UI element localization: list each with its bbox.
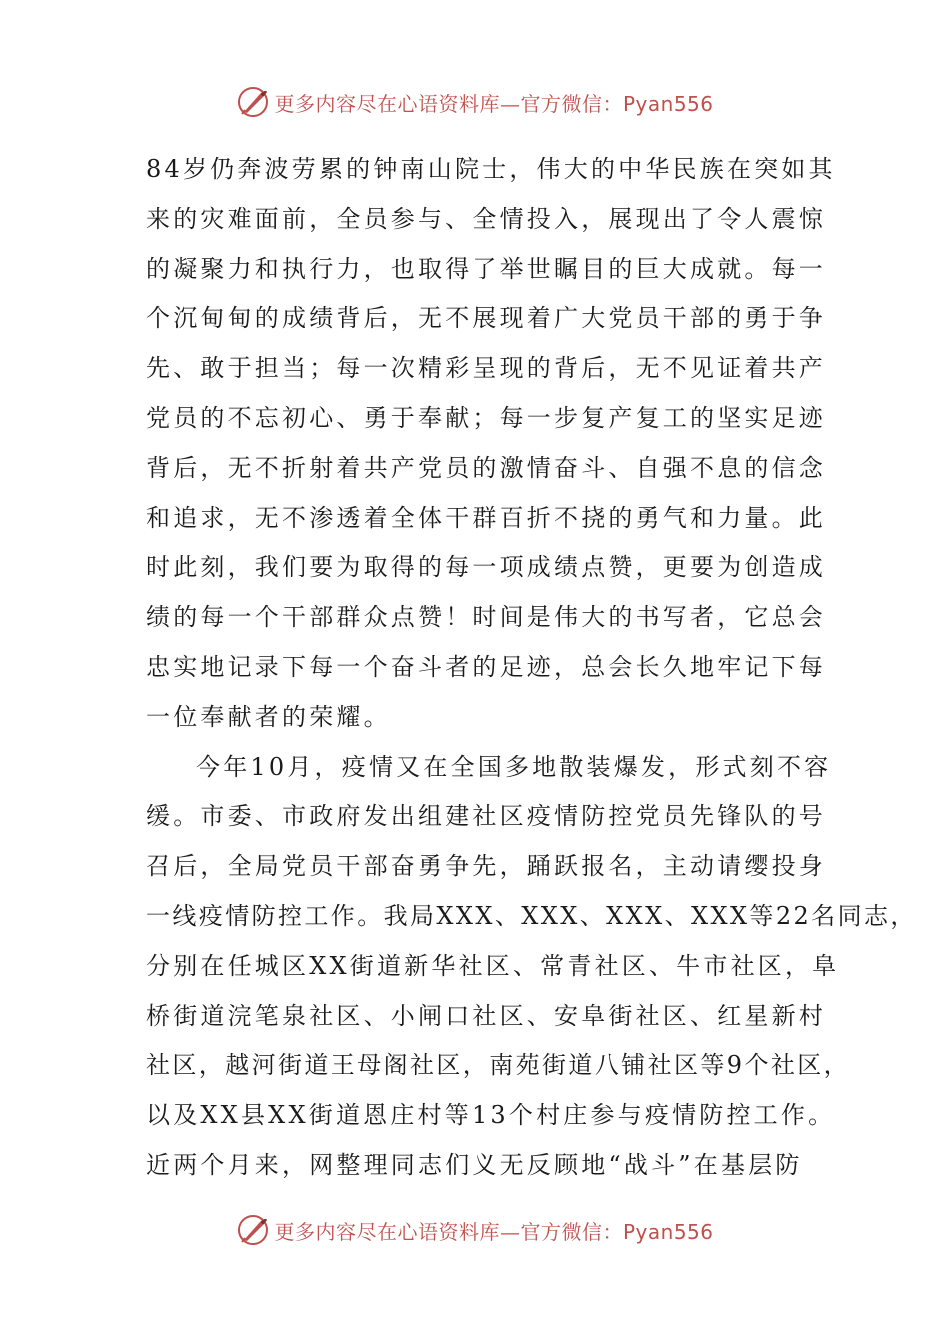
footer-wechat-id: Pyan556 xyxy=(622,1219,714,1244)
text-line: 一线疫情防控工作。我局XXX、XXX、XXX、XXX等22名同志， xyxy=(146,901,917,930)
quill-logo-icon xyxy=(236,1213,270,1247)
text-line: 桥街道浣笔泉社区、小闸口社区、安阜街社区、红星新村 xyxy=(146,1001,826,1030)
text-line: 近两个月来，网整理同志们义无反顾地“战斗”在基层防 xyxy=(146,1150,803,1179)
paragraph-start-line: 今年10月，疫情又在全国多地散装爆发，形式刻不容 xyxy=(196,752,832,781)
text-line: 个沉甸甸的成绩背后，无不展现着广大党员干部的勇于争 xyxy=(146,304,826,333)
text-line: 背后，无不折射着共产党员的激情奋斗、自强不息的信念 xyxy=(146,453,826,482)
text-line: 以及XX县XX街道恩庄村等13个村庄参与疫情防控工作。 xyxy=(146,1101,836,1130)
text-line: 绩的每一个干部群众点赞！时间是伟大的书写者，它总会 xyxy=(146,603,826,632)
text-line: 党员的不忘初心、勇于奉献；每一步复产复工的坚实足迹 xyxy=(146,403,826,432)
text-line: 时此刻，我们要为取得的每一项成绩点赞，更要为创造成 xyxy=(146,553,826,582)
header-banner-text: 更多内容尽在心语资料库—官方微信：Pyan556 xyxy=(274,91,714,116)
document-body xyxy=(146,145,917,1191)
footer-banner xyxy=(0,1210,950,1250)
text-line: 缓。市委、市政府发出组建社区疫情防控党员先锋队的号 xyxy=(146,802,826,831)
text-line: 来的灾难面前，全员参与、全情投入，展现出了令人震惊 xyxy=(146,204,826,233)
quill-logo-icon xyxy=(236,85,270,119)
text-line: 先、敢于担当；每一次精彩呈现的背后，无不见证着共产 xyxy=(146,354,826,383)
text-line: 84岁仍奔波劳累的钟南山院士，伟大的中华民族在突如其 xyxy=(146,155,836,183)
text-line: 和追求，无不渗透着全体干群百折不挠的勇气和力量。此 xyxy=(146,503,826,532)
footer-banner-text: 更多内容尽在心语资料库—官方微信：Pyan556 xyxy=(274,1219,714,1244)
text-line: 召后，全局党员干部奋勇争先，踊跃报名，主动请缨投身 xyxy=(146,852,826,881)
header-banner xyxy=(0,82,950,122)
text-line: 一位奉献者的荣耀。 xyxy=(146,702,391,731)
header-wechat-id: Pyan556 xyxy=(622,91,714,116)
text-line: 的凝聚力和执行力，也取得了举世瞩目的巨大成就。每一 xyxy=(146,254,826,283)
text-line: 社区，越河街道王母阁社区，南苑街道八铺社区等9个社区， xyxy=(146,1051,851,1080)
text-line: 分别在任城区XX街道新华社区、常青社区、牛市社区，阜 xyxy=(146,951,840,980)
text-line: 忠实地记录下每一个奋斗者的足迹，总会长久地牢记下每 xyxy=(146,652,826,681)
